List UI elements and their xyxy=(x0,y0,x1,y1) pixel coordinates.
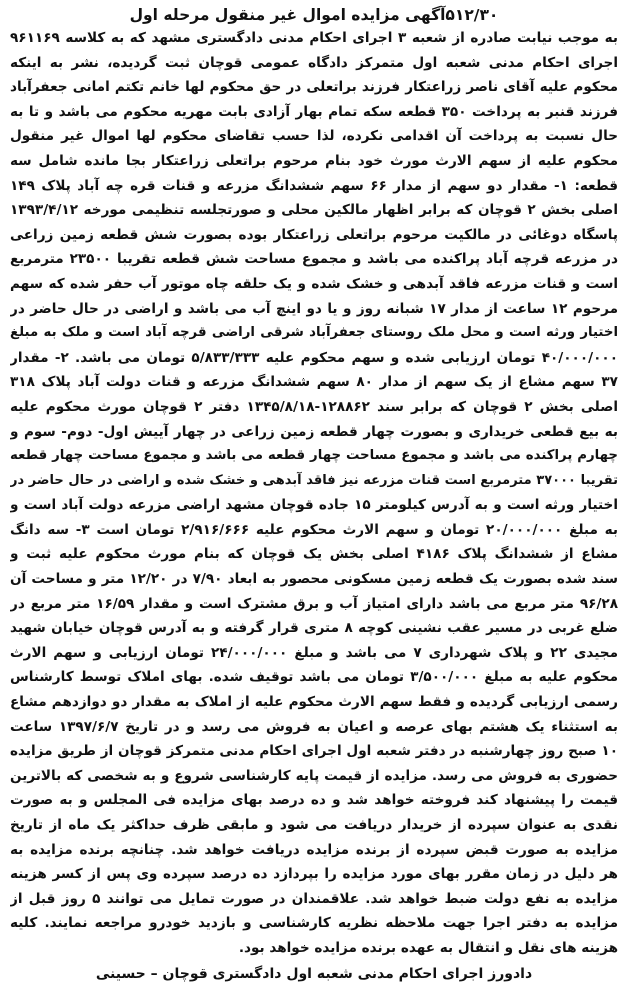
notice-title: ۵۱۲/۳۰آگهی مزایده اموال غیر منقول مرحله اول xyxy=(129,6,499,24)
notice-line-37: مزایده به دفتر اجرا جهت ملاحظه نظریه کارشناسی و بازدید خودرو مراجعه نمایند. کلیه xyxy=(10,915,618,932)
notice-line-4: فرزند قنبر به پرداخت ۳۵۰ قطعه سکه تمام بهار آزادی بابت مهریه محکوم می باشد و تا به xyxy=(10,103,618,120)
notice-line-28: رسمی ارزیابی گردیده و فقط سهم الارث محکوم علیه از املاک به مقدار دو دوازدهم مشاع xyxy=(10,694,618,711)
notice-line-23: سند شده بصورت یک قطعه زمین مسکونی محصور به ابعاد ۷/۹۰ در ۱۲/۲۰ متر و مساحت آن xyxy=(10,571,618,588)
notice-line-15: ۳۷ سهم مشاع از یک سهم از مدار ۸۰ سهم ششدانگ مزرعه و قنات دولت آباد پلاک ۳۱۸ xyxy=(10,374,618,391)
notice-line-13: اختیار ورثه است و محل ملک روستای جعفرآباد شرقی اراضی قرچه آباد است و ملک به مبلغ xyxy=(10,325,618,341)
notice-line-20: اختیار ورثه است و به آدرس کیلومتر ۱۵ جاده قوچان مشهد اراضی مزرعه دولت آباد است و xyxy=(10,497,618,514)
notice-line-31: حضوری به فروش می رسد. مزایده از قیمت پایه کارشناسی شروع و به شخصی که بالاترین xyxy=(10,767,618,784)
notice-line-5: حال نسبت به پرداخت آن اقدامی نکرده، لذا حسب تقاضای محکوم لها اموال غیر منقول xyxy=(10,128,618,145)
notice-line-8: اصلی بخش ۲ قوچان که برابر اظهار مالکین محلی و صورتجلسه تنظیمی مورخه ۱۳۹۳/۴/۱۲ xyxy=(10,202,618,219)
notice-line-32: قیمت را پیشنهاد کند فروخته خواهد شد و ده درصد بهای مزایده فی المجلس و به صورت xyxy=(10,792,618,809)
notice-line-9: پاسگاه دوغائی در مالکیت مرحوم براتعلی زراعتکار بوده بصورت شش قطعه زمین زراعی xyxy=(10,226,618,243)
notice-line-25: ضلع غربی در مسیر عقب نشینی کوچه ۸ متری قرار گرفته و به آدرس قوچان خیابان شهید xyxy=(10,620,618,637)
notice-signature: دادورز اجرای احکام مدنی شعبه اول دادگستری قوچان – حسینی xyxy=(95,965,533,982)
notice-line-33: نقدی به عنوان سپرده از خریدار دریافت می شود و مابقی ظرف حداکثر یک ماه از تاریخ xyxy=(10,817,618,833)
notice-line-19: تقریبا ۳۷۰۰۰ مترمربع است قنات مزرعه نیز فاقد آبدهی و خشک شده و اراضی در حال حاضر در xyxy=(10,472,618,488)
notice-line-27: محکوم علیه به مبلغ ۳/۵۰۰/۰۰۰ تومان می باشد توقیف شده. بهای املاک توسط کارشناس xyxy=(10,669,618,686)
notice-line-22: مشاع از ششدانگ پلاک ۴۱۸۶ اصلی بخش یک قوچان که بنام مورث محکوم علیه ثبت و xyxy=(10,546,618,563)
notice-line-34: مزایده به صورت قبض سپرده از برنده مزایده دریافت خواهد شد. چنانچه برنده مزایده به xyxy=(10,841,618,858)
notice-body xyxy=(10,26,618,961)
auction-notice xyxy=(4,2,624,1004)
notice-line-36: مزایده به نفع دولت ضبط خواهد شد. علاقمندان در صورت تمایل می توانند ۵ روز قبل از xyxy=(10,890,618,907)
notice-line-17: به بیع قطعی خریداری و بصورت چهار قطعه زمین زراعی در چهار آییش اول- دوم- سوم و xyxy=(10,423,618,440)
notice-line-14: ۴۰/۰۰۰/۰۰۰ تومان ارزیابی شده و سهم محکوم علیه ۵/۸۳۳/۳۳۳ تومان می باشد. ۲- مقدار xyxy=(10,349,618,366)
notice-line-3: محکوم علیه آقای ناصر زراعتکار فرزند براتعلی در حق محکوم لها خانم تکتم امانی جعفرآباد xyxy=(10,79,618,96)
notice-line-6: محکوم علیه از سهم الارث مورث خود بنام مرحوم براتعلی زراعتکار بجا مانده شامل سه xyxy=(10,152,618,169)
notice-line-16: اصلی بخش ۲ قوچان که برابر سند ۱۲۸۸۶۲-۱۳۴۵/۸/۱۸ دفتر ۲ قوچان مورث محکوم علیه xyxy=(10,398,618,415)
notice-line-29: به استثناء یک هشتم بهای عرصه و اعیان به فروش می رسد و در تاریخ ۱۳۹۷/۶/۷ ساعت xyxy=(10,718,618,735)
notice-line-35: هر دلیل در زمان مقرر بهای مورد مزایده را بپردازد ده درصد سپرده وی پس از کسر هزینه xyxy=(10,866,618,883)
notice-line-12: مرحوم ۱۲ ساعت از مدار ۱۷ شبانه روز و یا دو اینچ آب می باشد و اراضی در حال حاضر در xyxy=(10,300,618,317)
notice-line-26: مجیدی ۲۲ و پلاک شهرداری ۷ می باشد و مبلغ ۲۴/۰۰۰/۰۰۰ تومان ارزیابی و سهم الارث xyxy=(10,644,618,661)
notice-line-30: ۱۰ صبح روز چهارشنبه در دفتر شعبه اول اجرای احکام مدنی متمرکز قوچان از طریق مزایده xyxy=(10,743,618,760)
notice-line-2: اجرای احکام مدنی شعبه اول متمرکز دادگاه عمومی قوچان ثبت گردیده، نشر به اینکه xyxy=(10,54,618,71)
notice-line-21: به مبلغ ۲۰/۰۰۰/۰۰۰ تومان و سهم الارث محکوم علیه ۲/۹۱۶/۶۶۶ تومان است ۳- سه دانگ xyxy=(10,521,618,538)
notice-line-11: است و قنات مزرعه فاقد آبدهی و خشک شده و یک حلقه چاه موتور آب حفر شده که سهم xyxy=(10,275,618,292)
notice-line-18: چهارم پراکنده می باشد و مجموع مساحت چهار قطعه می باشد و مجموع مساحت چهار قطعه xyxy=(10,448,618,464)
notice-line-38: هزینه های نقل و انتقال به عهده برنده مزایده خواهد بود. xyxy=(238,939,618,956)
notice-line-10: در مزرعه قرچه آباد پراکنده می باشد و مجموع مساحت شش قطعه تقریبا ۲۳۵۰۰ مترمربع xyxy=(10,251,618,268)
notice-line-7: قطعه: ۱- مقدار دو سهم از مدار ۶۶ سهم ششدانگ مزرعه و قنات قره چه آباد پلاک ۱۴۹ xyxy=(10,177,618,194)
notice-line-24: ۹۶/۲۸ متر مربع می باشد دارای امتیاز آب و برق مشترک است و مقدار ۱۶/۵۹ متر مربع در xyxy=(10,595,618,612)
notice-line-1: به موجب نیابت صادره از شعبه ۳ اجرای احکام مدنی دادگستری مشهد که به کلاسه ۹۶۱۱۶۹ xyxy=(10,30,618,46)
